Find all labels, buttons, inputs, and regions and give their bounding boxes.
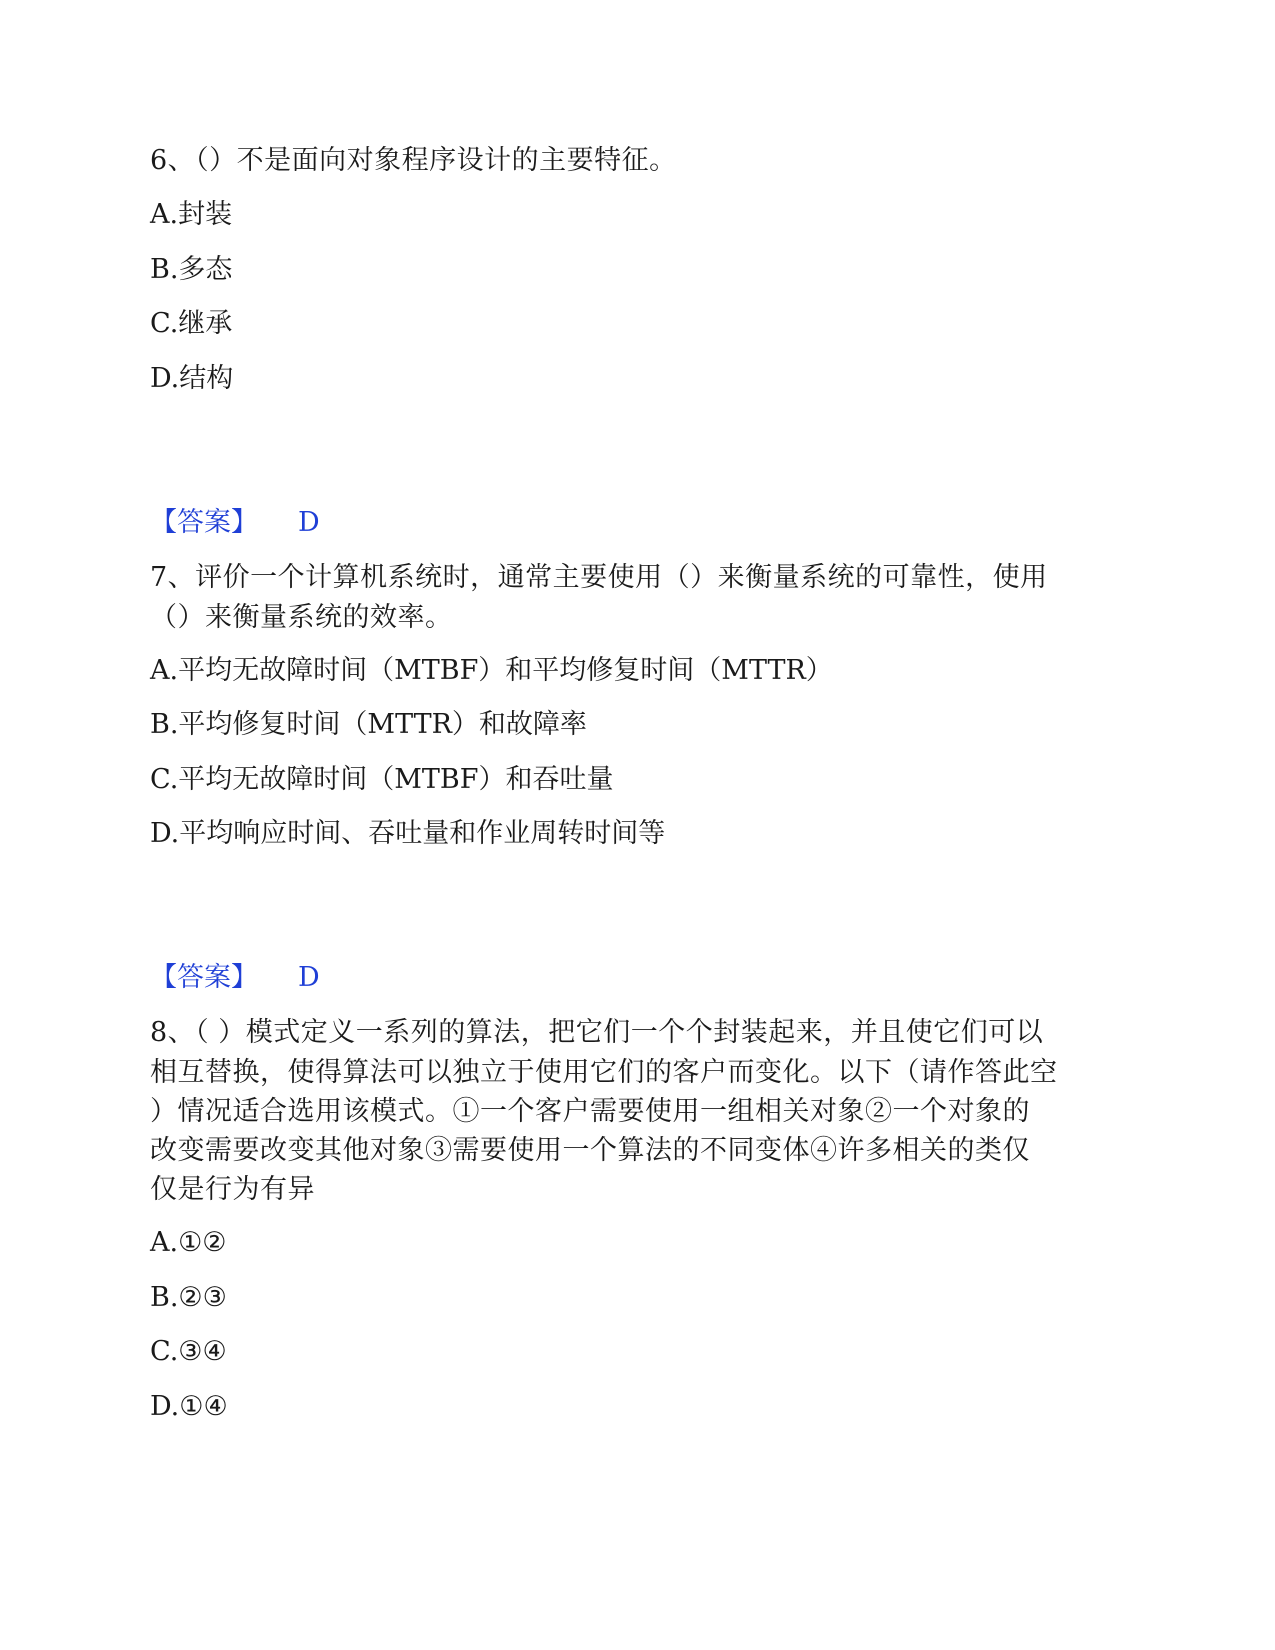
- question-8-option-c: C.③④: [150, 1336, 227, 1367]
- answer-value: D: [298, 962, 320, 993]
- question-7-stem-line: （）来衡量系统的效率。: [150, 602, 453, 633]
- question-6-option-b: B.多态: [150, 254, 233, 285]
- question-8-stem-line: 改变需要改变其他对象③需要使用一个算法的不同变体④许多相关的类仅: [150, 1135, 1030, 1166]
- question-7-option-c: C.平均无故障时间（MTBF）和吞吐量: [150, 764, 614, 795]
- question-8-stem-line: 仅是行为有异: [150, 1174, 315, 1205]
- answer-value: D: [298, 507, 320, 538]
- question-6-option-d: D.结构: [150, 363, 234, 394]
- question-8-option-b: B.②③: [150, 1282, 227, 1313]
- question-6-answer: [150, 505, 320, 541]
- question-6-option-a: A.封装: [150, 199, 233, 230]
- question-7-option-b: B.平均修复时间（MTTR）和故障率: [150, 709, 587, 740]
- question-6-stem-line: 6、（）不是面向对象程序设计的主要特征。: [150, 145, 677, 176]
- question-7-option-a: A.平均无故障时间（MTBF）和平均修复时间（MTTR）: [150, 655, 833, 686]
- question-8-option-a: A.①②: [150, 1227, 227, 1258]
- question-6-option-c: C.继承: [150, 308, 233, 339]
- question-7-option-d: D.平均响应时间、吞吐量和作业周转时间等: [150, 818, 666, 849]
- question-8-stem-line: 相互替换，使得算法可以独立于使用它们的客户而变化。以下（请作答此空: [150, 1057, 1058, 1088]
- question-7-answer: [150, 960, 320, 996]
- question-7-stem-line: 7、评价一个计算机系统时，通常主要使用（）来衡量系统的可靠性，使用: [150, 562, 1048, 593]
- question-8-option-d: D.①④: [150, 1391, 228, 1422]
- answer-label: 【答案】: [150, 962, 258, 993]
- question-8-stem-line: ）情况适合选用该模式。①一个客户需要使用一组相关对象②一个对象的: [150, 1096, 1030, 1127]
- question-8-stem-line: 8、（ ）模式定义一系列的算法，把它们一个个封装起来，并且使它们可以: [150, 1017, 1044, 1048]
- answer-label: 【答案】: [150, 507, 258, 538]
